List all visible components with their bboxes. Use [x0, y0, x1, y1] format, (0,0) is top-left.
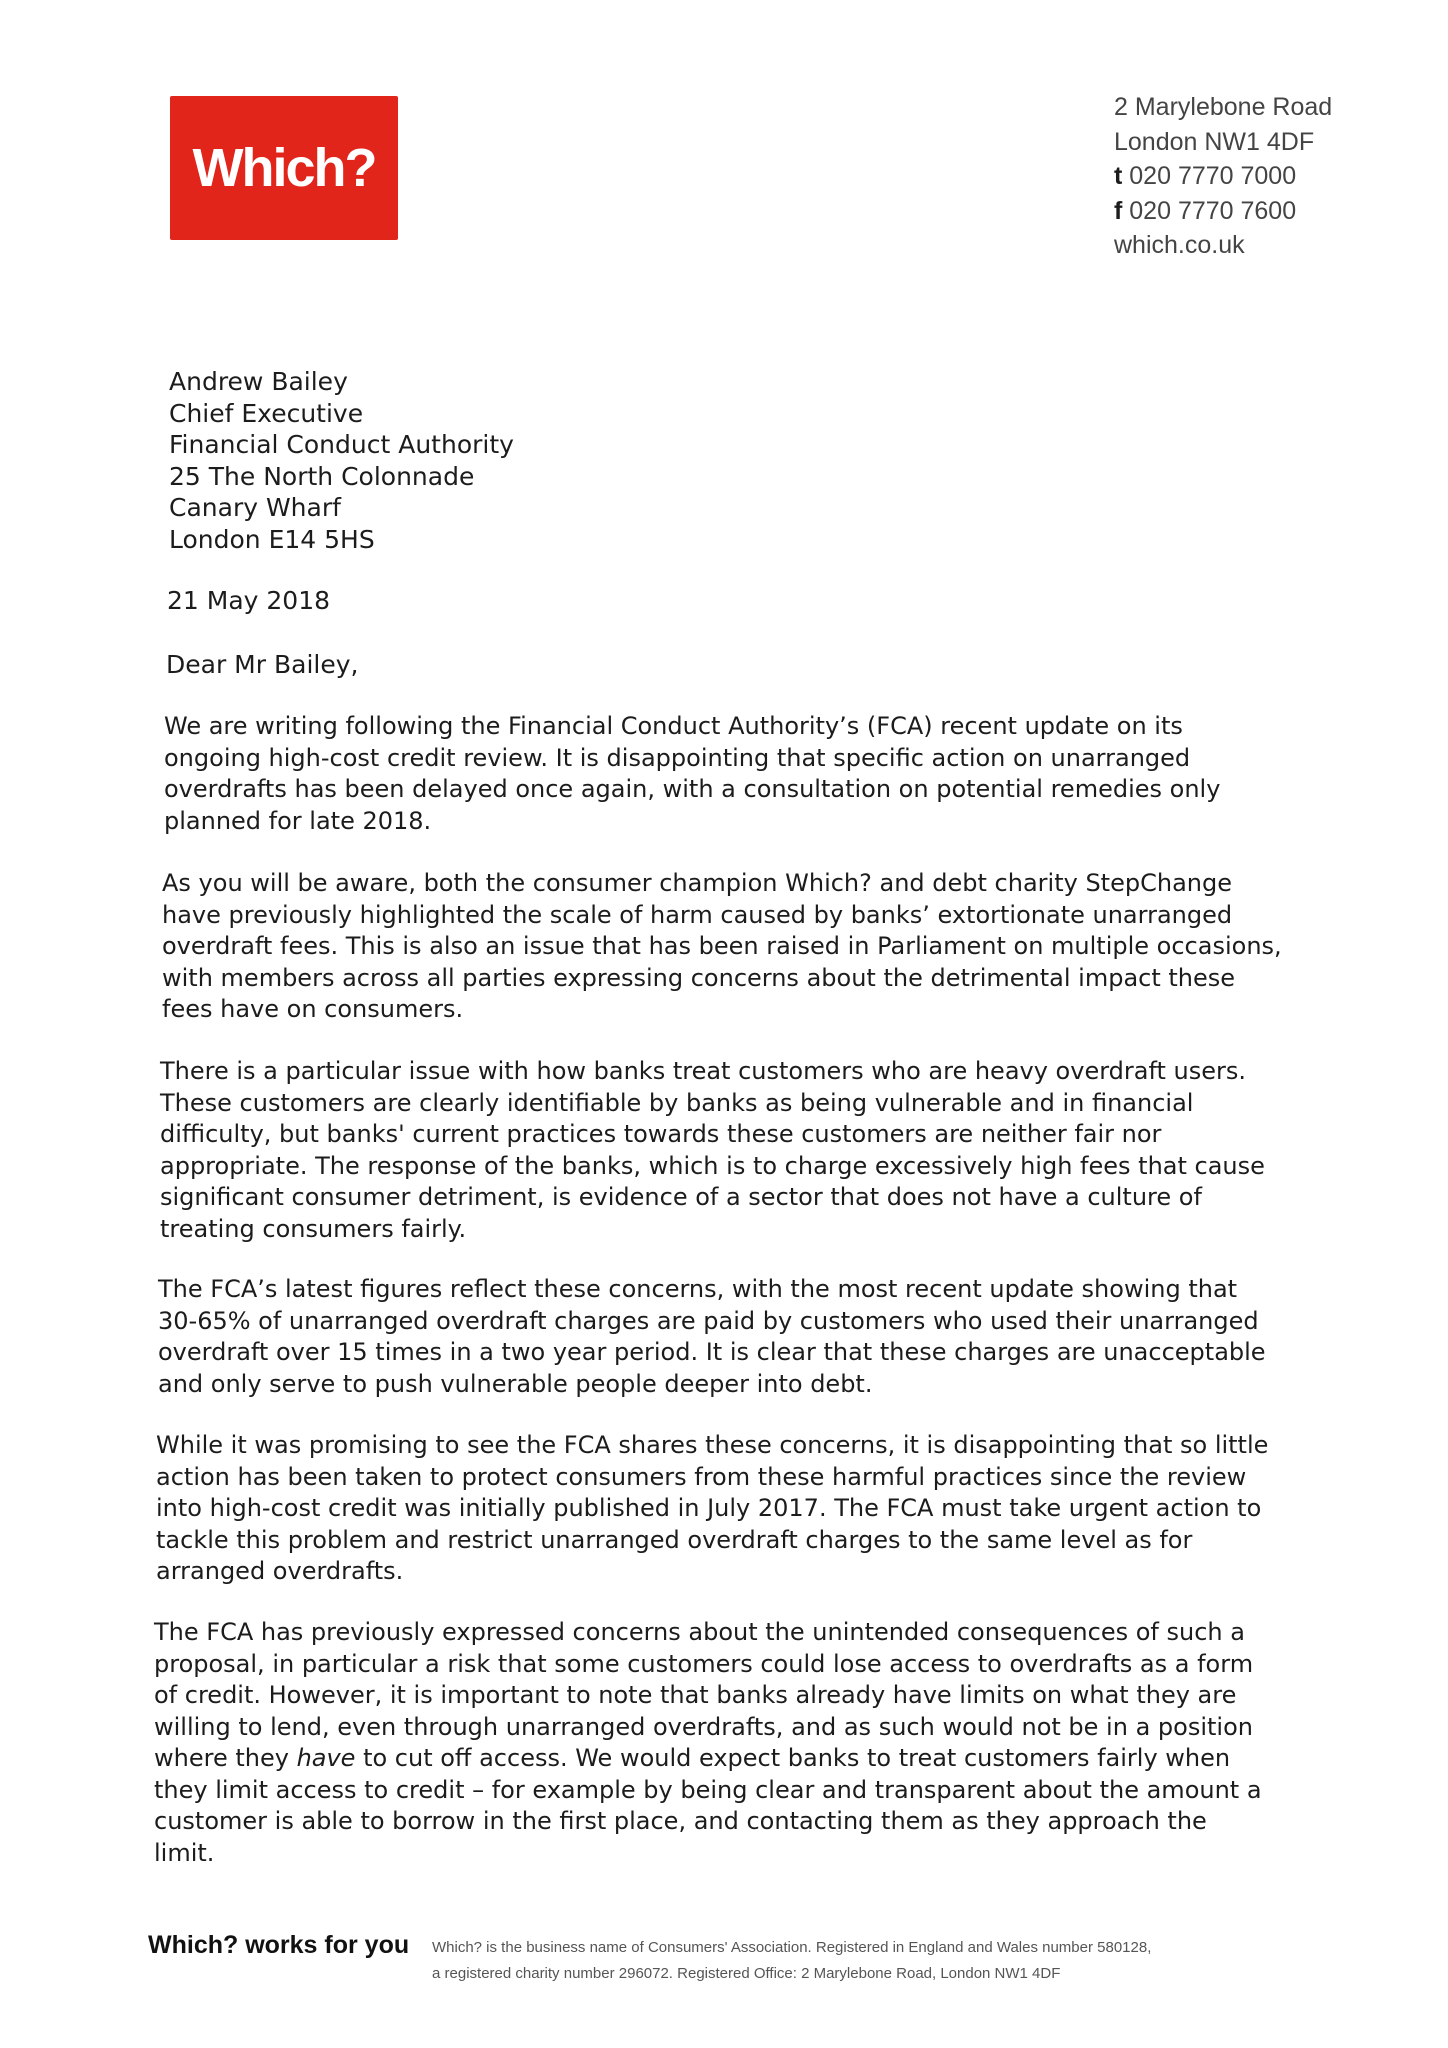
recipient-address-block	[169, 366, 514, 555]
sender-address-line1: 2 Marylebone Road	[1114, 93, 1333, 121]
footer-tagline: Which? works for you	[148, 1931, 410, 1959]
sender-fax	[1114, 194, 1332, 229]
letter-date: 21 May 2018	[167, 586, 331, 615]
recipient-city-postcode: London E14 5HS	[169, 524, 375, 554]
sender-address-block	[1114, 90, 1332, 263]
sender-phone	[1114, 159, 1332, 194]
footer-legal-text	[432, 1935, 1151, 1987]
recipient-title: Chief Executive	[169, 398, 364, 428]
phone-number: 020 7770 7000	[1129, 162, 1297, 190]
recipient-organisation: Financial Conduct Authority	[169, 430, 514, 459]
sender-address-line2: London NW1 4DF	[1114, 127, 1315, 156]
fax-label: f	[1114, 196, 1123, 225]
logo-text: Which?	[192, 138, 376, 198]
phone-label: t	[1114, 162, 1123, 190]
body-paragraph-5: While it was promising to see the FCA shares these concerns, it is disappointing that so little action has been taken to protect consumers from these harmful practices since the review into high-cost credit was initially published in July 2017. The FCA must take urgent action to tackle this problem and restrict unarranged overdraft charges to the same level as for arranged overdrafts.	[156, 1431, 1269, 1585]
body-paragraph-3: There is a particular issue with how banks treat customers who are heavy overdraft users. These customers are clearly identifiable by banks as being vulnerable and in financial difficulty, but banks' current practices towards these customers are neither fair nor appropriate. The response of the banks, which is to charge excessively high fees that cause significant consumer detriment, is evidence of a sector that does not have a culture of treating consumers fairly.	[160, 1057, 1265, 1243]
recipient-name: Andrew Bailey	[169, 367, 348, 396]
sender-website: which.co.uk	[1114, 231, 1245, 259]
body-paragraph-1: We are writing following the Financial Conduct Authority’s (FCA) recent update on its ongoing high-cost credit review. It is disappointing that specific action on unarranged overdrafts has been delayed once again, with a consultation on potential remedies only planned for late 2018.	[164, 712, 1221, 835]
body-paragraph-2: As you will be aware, both the consumer champion Which? and debt charity StepChange have previously highlighted the scale of harm caused by banks’ extortionate unarranged overdraft fees. This is also an issue that has been raised in Parliament on multiple occasions, with members across all parties expressing concerns about the detrimental impact these fees have on consumers.	[162, 869, 1282, 1023]
fax-number: 020 7770 7600	[1129, 196, 1297, 225]
paragraph-6-text-after: to cut off access. We would expect banks to treat customers fairly when they limit access to credit – for example by being clear and transparent about the amount a customer is able to borrow in the first place, and contacting them as they approach the limit.	[154, 1744, 1262, 1867]
salutation: Dear Mr Bailey,	[166, 650, 359, 679]
footer-legal-line2: a registered charity number 296072. Registered Office: 2 Marylebone Road, London NW1 4DF	[432, 1965, 1061, 1982]
paragraph-6-text-before: The FCA has previously expressed concerns about the unintended consequences of such a proposal, in particular a risk that some customers could lose access to overdrafts as a form of credit. However, it is important to note that banks already have limits on what they are willing to lend, even through unarranged overdrafts, and as such would not be in a position where they	[154, 1618, 1254, 1772]
which-logo	[170, 96, 398, 240]
body-paragraph-4: The FCA’s latest figures reflect these concerns, with the most recent update showing that 30-65% of unarranged overdraft charges are paid by customers who used their unarranged overdraft over 15 times in a two year period. It is clear that these charges are unacceptable and only serve to push vulnerable people deeper into debt.	[158, 1275, 1266, 1398]
paragraph-6-emphasis: have	[296, 1744, 356, 1772]
body-paragraph-6	[154, 1617, 1274, 1869]
recipient-street: 25 The North Colonnade	[169, 461, 475, 491]
recipient-area: Canary Wharf	[169, 493, 341, 522]
footer-legal-line1: Which? is the business name of Consumers' Association. Registered in England and Wales number 580128,	[432, 1939, 1152, 1956]
